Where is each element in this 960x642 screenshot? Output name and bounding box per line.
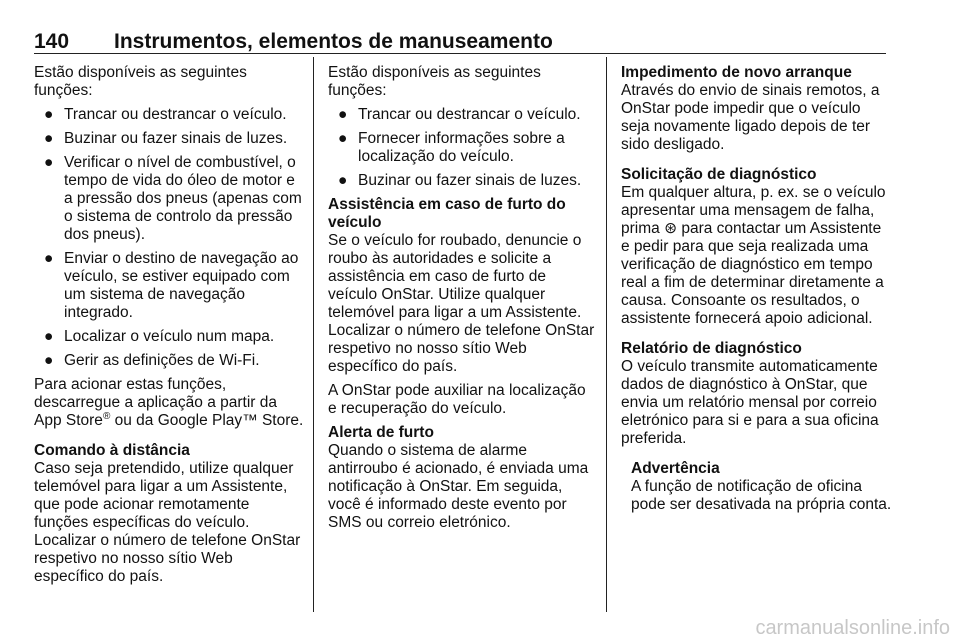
theft-alert-heading: Alerta de furto (328, 424, 434, 441)
column-1 (34, 64, 304, 592)
list-item: ● Buzinar ou fazer sinais de luzes. (338, 172, 582, 189)
functions-list (34, 106, 304, 370)
functions-intro-2: Estão disponíveis as seguintes funções: (328, 64, 541, 99)
page-title: Instrumentos, elementos de manuseamento (114, 30, 553, 53)
watermark: carmanualsonline.info (755, 617, 950, 639)
list-item: ● Localizar o veículo num mapa. (44, 328, 275, 345)
warning-body: A função de notificação de oficina pode ser desativada na própria conta. (631, 478, 892, 513)
theft-alert-body: Quando o sistema de alarme antirroubo é acionado, é enviada uma notificação à OnStar. Em seguida, você é informado deste evento por SMS ou correio eletrónico. (328, 442, 589, 531)
diagnostic-request-body: Em qualquer altura, p. ex. se o veículo apresentar uma mensagem de falha, prima ⊛ para contactar um Assistente e pedir para que seja realizada uma verificação de diagnóstico em tempo real a fim de determinar diretamente a causa. Consoante os resultados, o assistente fornecerá apoio adicional. (621, 184, 886, 327)
diagnostic-request-heading: Solicitação de diagnóstico (621, 166, 817, 183)
warning-heading: Advertência (631, 460, 720, 477)
theft-assistance-body: Se o veículo for roubado, denuncie o roubo às autoridades e solicite a assistência em caso de furto de veículo OnStar. Utilize qualquer telemóvel para ligar a um Assistente. Localizar o número de telefone OnStar respetivo no nosso sítio Web específico do país. (328, 232, 595, 375)
list-item: ● Fornecer informações sobre a localização do veículo. (338, 130, 565, 165)
list-item: ● Trancar ou destrancar o veículo. (338, 106, 581, 123)
warning-note (631, 460, 893, 514)
list-item: ● Gerir as definições de Wi-Fi. (44, 352, 260, 369)
remote-command-heading: Comando à distância (34, 442, 190, 459)
bullet-icon: ● (338, 130, 348, 147)
registered-mark: ® (102, 410, 111, 422)
bullet-icon: ● (44, 106, 54, 123)
restart-prevention-body: Através do envio de sinais remotos, a OnStar pode impedir que o veículo seja novamente ligado depois de ter sido desligado. (621, 82, 880, 153)
theft-assistance-heading: Assistência em caso de furto do veículo (328, 196, 566, 231)
app-download-text: Para acionar estas funções, descarregue a aplicação a partir da App Store® ou da Google Play™ Store. (34, 376, 304, 429)
remote-command-body: Caso seja pretendido, utilize qualquer telemóvel para ligar a um Assistente, que pode acionar remotamente funções específicas do veículo. Localizar o número de telefone OnStar respetivo no nosso sítio Web específico do país. (34, 460, 301, 585)
column-divider-1 (313, 57, 314, 612)
list-item: ● Verificar o nível de combustível, o tempo de vida do óleo de motor e a pressão dos pneus (apenas com o sistema de controlo da pressão dos pneus). (44, 154, 302, 243)
bullet-icon: ● (338, 106, 348, 123)
list-item: ● Buzinar ou fazer sinais de luzes. (44, 130, 288, 147)
bullet-icon: ● (44, 328, 54, 345)
page-number: 140 (34, 30, 70, 53)
theft-assistance-body-2: A OnStar pode auxiliar na localização e recuperação do veículo. (328, 382, 586, 417)
header-divider (34, 53, 886, 54)
bullet-icon: ● (338, 172, 348, 189)
list-item: ● Enviar o destino de navegação ao veículo, se estiver equipado com um sistema de navegação integrado. (44, 250, 299, 321)
functions-list-2 (328, 106, 596, 190)
bullet-icon: ● (44, 154, 54, 171)
diagnostic-report-heading: Relatório de diagnóstico (621, 340, 802, 357)
functions-intro: Estão disponíveis as seguintes funções: (34, 64, 247, 99)
page-header (34, 30, 890, 54)
restart-prevention-heading: Impedimento de novo arranque (621, 64, 852, 81)
column-3 (621, 64, 893, 520)
column-2 (328, 64, 596, 538)
bullet-icon: ● (44, 352, 54, 369)
list-item: ● Trancar ou destrancar o veículo. (44, 106, 287, 123)
diagnostic-report-body: O veículo transmite automaticamente dados de diagnóstico à OnStar, que envia um relatório mensal por correio eletrónico para si e para a sua oficina preferida. (621, 358, 879, 447)
bullet-icon: ● (44, 130, 54, 147)
column-divider-2 (606, 57, 607, 612)
bullet-icon: ● (44, 250, 54, 267)
